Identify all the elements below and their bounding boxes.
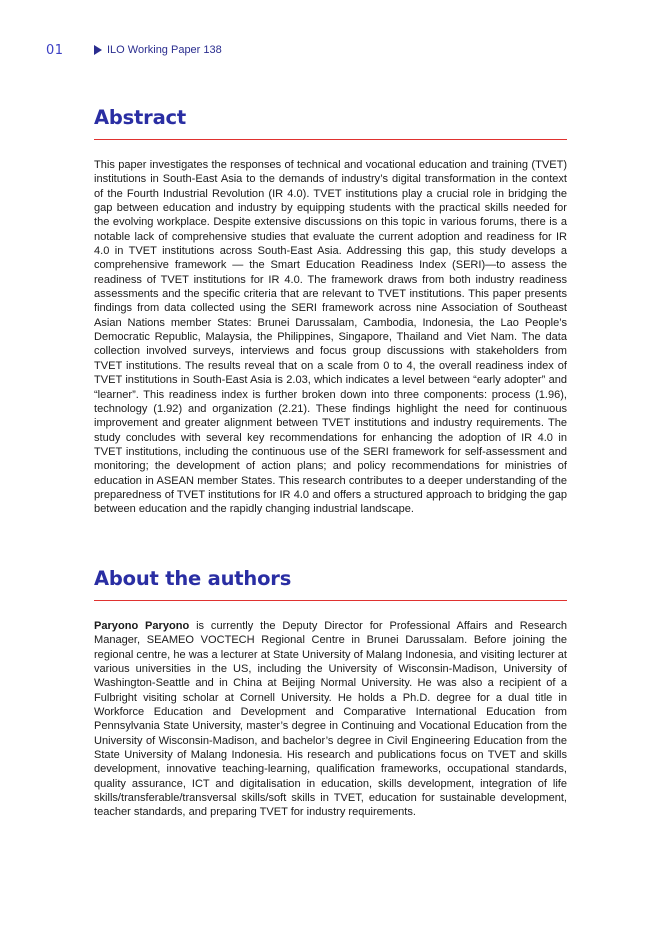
authors-heading: About the authors — [94, 567, 292, 590]
triangle-marker-icon — [94, 45, 102, 55]
author-bio-text: is currently the Deputy Director for Professional Affairs and Research Manager, SEAMEO VOCTECH Regional Centre in Brunei Darussalam. Before joining the regional centre, he was a lecturer at State University of Malang Indonesia, and visiting lecturer at various universities in the US, including the University of Wisconsin-Madison, University of Washington-Seattle and in China at Beijing Normal University. He was also a recipient of a Fulbright visiting scholar at Cornell University. He holds a Ph.D. degree for a dual title in Workforce Education and Development and Comparative International Education from Pennsylvania State University, master’s degree in Continuing and Vocational Education from the University of Wisconsin-Madison, and bachelor’s degree in Civil Engineering Education from the State University of Malang Indonesia. His research and publications focus on TVET and skills development, innovative teaching-learning, qualification frameworks, occupational standards, quality assurance, ICT and digitalisation in education, skills development, integration of life skills/transferable/transversal skills/soft skills in TVET, education for sustainable development, teacher standards, and preparing TVET for industry requirements. — [94, 620, 567, 819]
abstract-section — [94, 106, 567, 517]
running-header — [94, 44, 222, 56]
abstract-heading: Abstract — [94, 106, 187, 129]
author-bio — [94, 619, 567, 820]
page-number: 01 — [46, 43, 64, 58]
running-header-title: ILO Working Paper 138 — [107, 44, 222, 56]
abstract-body: This paper investigates the responses of technical and vocational education and training (TVET) institutions in South-East Asia to the demands of industry’s digital transformation in the context of the Fourth Industrial Revolution (IR 4.0). TVET institutions play a crucial role in bridging the gap between education and industry by equipping students with the practical skills needed for the evolving workplace. Despite extensive discussions on this topic in various forums, there is a notable lack of comprehensive studies that evaluate the current adoption and readiness for IR 4.0 in TVET institutions across South-East Asia. Addressing this gap, this study develops a comprehensive framework — the Smart Education Readiness Index (SERI)—to assess the readiness of TVET institutions for IR 4.0. The framework draws from both industry readiness assessments and the specific criteria that are relevant to TVET institutions. This paper presents findings from data collected using the SERI framework across nine Association of Southeast Asian Nations member States: Brunei Darussalam, Cambodia, Indonesia, the Lao People’s Democratic Republic, Malaysia, the Philippines, Singapore, Thailand and Viet Nam. The data collection involved surveys, interviews and focus group discussions with stakeholders from TVET institutions. The results reveal that on a scale from 0 to 4, the overall readiness index of TVET institutions in South-East Asia is 2.03, which indicates a level between “early adopter” and “learner”. This readiness index is further broken down into three components: process (1.96), technology (1.92) and organization (2.21). These findings highlight the need for continuous improvement and greater alignment between TVET institutions and industry requirements. The study concludes with several key recommendations for enhancing the adoption of IR 4.0 in TVET institutions, including the continuous use of the SERI framework for self-assessment and monitoring; the development of action plans; and policy recommendations for ministries of education in ASEAN member States. This research contributes to a deeper understanding of the preparedness of TVET institutions for IR 4.0 and offers a structured approach to bridging the gap between education and the rapidly changing industrial landscape. — [94, 159, 567, 516]
abstract-divider — [94, 139, 567, 140]
authors-section — [94, 567, 567, 820]
author-name: Paryono Paryono — [94, 620, 190, 632]
authors-divider — [94, 600, 567, 601]
